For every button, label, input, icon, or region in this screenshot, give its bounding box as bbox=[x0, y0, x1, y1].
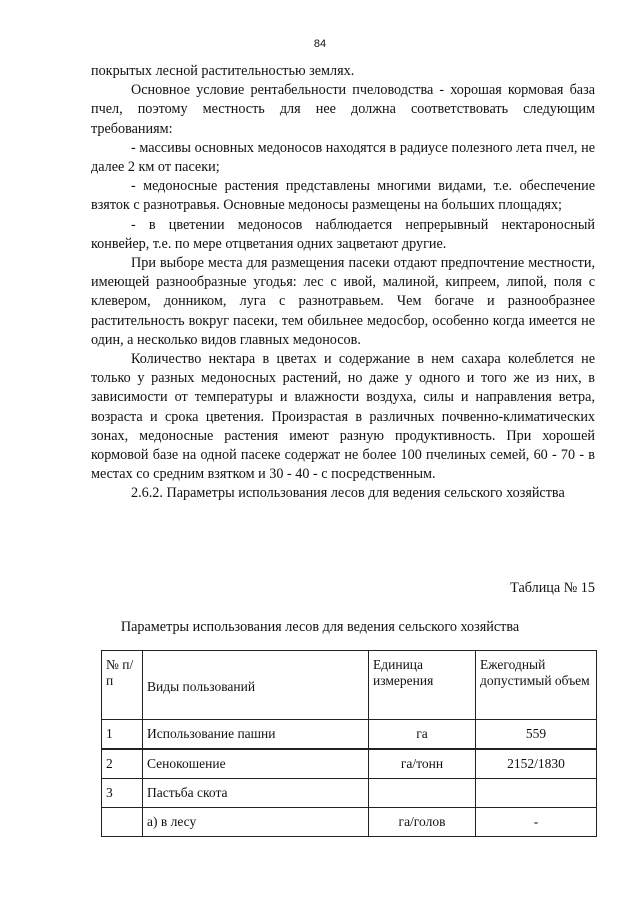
header-cell-usage-type: Виды пользований bbox=[143, 651, 369, 720]
table-row bbox=[102, 720, 597, 750]
section-heading: 2.6.2. Параметры использования лесов для ведения сельского хозяйства bbox=[131, 485, 565, 502]
table-cell: га/тонн bbox=[369, 749, 476, 779]
table-cell: 559 bbox=[476, 720, 597, 750]
page-number: 84 bbox=[313, 38, 327, 50]
paragraph: Количество нектара в цветах и содержание в нем сахара колеблется не только у разных медоносных растений, но даже у одного и того же из них, в зависимости от температуры и влажности воздуха, силы и направления ветра, возраста и срока цветения. Произрастая в различных почвенно-климатических зонах, медоносные растения имеют разную продуктивность. При хорошей кормовой базе на одной пасеке содержат не более 100 пчелиных семей, 60 - 70 - в местах со средним взятком и 30 - 40 - с посредственным. bbox=[91, 351, 595, 483]
table-row bbox=[102, 749, 597, 779]
table-cell bbox=[476, 779, 597, 808]
table-title: Параметры использования лесов для ведения сельского хозяйства bbox=[120, 619, 520, 635]
parameters-table bbox=[101, 650, 597, 837]
table-cell: 3 bbox=[102, 779, 143, 808]
list-item: - в цветении медоносов наблюдается непрерывный нектароносный конвейер, т.е. по мере отцветания одних зацветают другие. bbox=[91, 216, 595, 252]
header-cell-unit: Единица измерения bbox=[369, 651, 476, 720]
table-cell: га bbox=[369, 720, 476, 750]
table-row bbox=[102, 808, 597, 837]
body-text bbox=[91, 62, 595, 504]
table-cell: Пастьба скота bbox=[143, 779, 369, 808]
header-cell-number: № п/п bbox=[102, 651, 143, 720]
table-cell: а) в лесу bbox=[143, 808, 369, 837]
paragraph: покрытых лесной растительностью землях. bbox=[91, 63, 355, 79]
table-header-row bbox=[102, 651, 597, 720]
paragraph: Основное условие рентабельности пчеловодства - хорошая кормовая база пчел, поэтому местность для нее должна соответствовать следующим требованиям: bbox=[91, 82, 595, 137]
list-item: - медоносные растения представлены многими видами, т.е. обеспечение взяток с разнотравья. Основные медоносы размещены на больших площадях; bbox=[91, 178, 595, 214]
table-cell: - bbox=[476, 808, 597, 837]
table-cell bbox=[102, 808, 143, 837]
table-cell: Сенокошение bbox=[143, 749, 369, 779]
table-cell: Использование пашни bbox=[143, 720, 369, 750]
table-cell bbox=[369, 779, 476, 808]
table-cell: га/голов bbox=[369, 808, 476, 837]
table-cell: 2152/1830 bbox=[476, 749, 597, 779]
table-cell: 1 bbox=[102, 720, 143, 750]
table-row bbox=[102, 779, 597, 808]
table-cell: 2 bbox=[102, 749, 143, 779]
paragraph: При выборе места для размещения пасеки отдают предпочтение местности, имеющей разнообразные угодья: лес с ивой, малиной, кипреем, липой, поля с клевером, донником, луга с разнотравьем. Чем богаче и разнообразнее растительность вокруг пасеки, тем обильнее медосбор, особенно когда имеется не один, а несколько видов главных медоносов. bbox=[91, 255, 595, 348]
table-caption: Таблица № 15 bbox=[510, 580, 595, 596]
header-cell-annual-volume: Ежегодный допустимый объем bbox=[476, 651, 597, 720]
list-item: - массивы основных медоносов находятся в радиусе полезного лета пчел, не далее 2 км от пасеки; bbox=[91, 139, 595, 176]
